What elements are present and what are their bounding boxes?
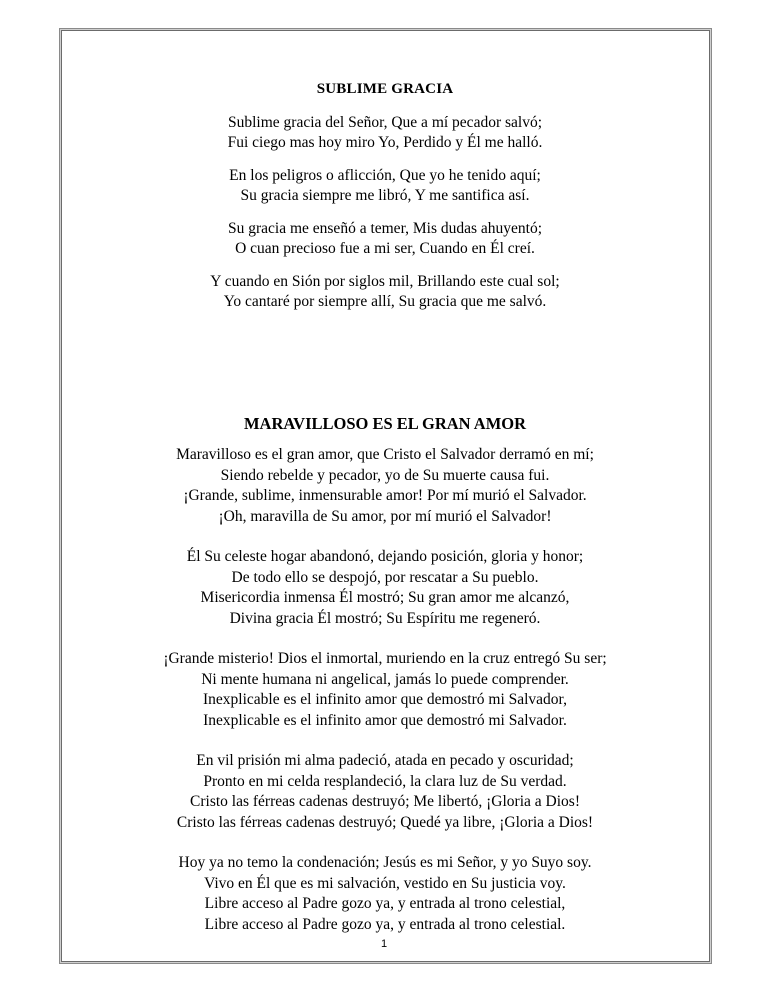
song-title: MARAVILLOSO ES EL GRAN AMOR <box>243 414 527 433</box>
stanza <box>62 272 708 312</box>
lyric-line: Ni mente humana ni angelical, jamás lo puede comprender. <box>201 670 569 688</box>
stanza-list <box>62 113 708 312</box>
lyric-line: Sublime gracia del Señor, Que a mí pecador salvó; <box>227 114 543 131</box>
lyric-line: Inexplicable es el infinito amor que demostró mi Salvador, <box>203 691 567 708</box>
lyric-line: Pronto en mi celda resplandeció, la clara luz de Su verdad. <box>203 772 567 790</box>
lyric-line: O cuan precioso fue a mi ser, Cuando en Él creí. <box>235 240 535 257</box>
song-title: SUBLIME GRACIA <box>316 81 454 97</box>
lyric-line: Fui ciego mas hoy miro Yo, Perdido y Él me halló. <box>227 134 543 151</box>
lyric-line: Misericordia inmensa Él mostró; Su gran amor me alcanzó, <box>200 589 570 606</box>
lyric-line: Libre acceso al Padre gozo ya, y entrada al trono celestial. <box>204 915 566 933</box>
document-body <box>62 80 708 933</box>
lyric-line: Maravilloso es el gran amor, que Cristo el Salvador derramó en mí; <box>176 446 594 463</box>
lyric-line: En vil prisión mi alma padeció, atada en pecado y oscuridad; <box>196 752 574 769</box>
stanza-list <box>62 445 708 935</box>
lyric-line: Su gracia siempre me libró, Y me santifica así. <box>240 187 530 204</box>
lyric-line: ¡Grande, sublime, inmensurable amor! Por mí murió el Salvador. <box>183 487 587 504</box>
lyric-line: ¡Grande misterio! Dios el inmortal, muriendo en la cruz entregó Su ser; <box>163 650 607 667</box>
lyric-line: Cristo las férreas cadenas destruyó; Quedé ya libre, ¡Gloria a Dios! <box>176 813 594 831</box>
lyric-line: ¡Oh, maravilla de Su amor, por mí murió el Salvador! <box>218 507 552 525</box>
lyric-line: Yo cantaré por siempre allí, Su gracia que me salvó. <box>223 293 547 310</box>
stanza <box>62 166 708 206</box>
lyric-line: Divina gracia Él mostró; Su Espíritu me regeneró. <box>229 609 541 627</box>
stanza <box>62 649 708 731</box>
lyric-line: Siendo rebelde y pecador, yo de Su muerte causa fui. <box>220 466 550 484</box>
lyric-line: Su gracia me enseñó a temer, Mis dudas ahuyentó; <box>227 220 543 237</box>
lyric-line: En los peligros o aflicción, Que yo he tenido aquí; <box>229 167 541 184</box>
stanza <box>62 219 708 259</box>
lyric-line: Inexplicable es el infinito amor que demostró mi Salvador. <box>203 711 567 729</box>
lyric-line: Y cuando en Sión por siglos mil, Brillando este cual sol; <box>210 273 560 290</box>
lyric-line: De todo ello se despojó, por rescatar a Su pueblo. <box>231 568 539 586</box>
page-number: 1 <box>380 938 388 950</box>
lyric-line: Él Su celeste hogar abandonó, dejando posición, gloria y honor; <box>186 548 584 565</box>
song-sublime-gracia <box>62 80 708 312</box>
stanza <box>62 853 708 935</box>
lyric-line: Vivo en Él que es mi salvación, vestido en Su justicia voy. <box>204 874 566 892</box>
lyric-line: Hoy ya no temo la condenación; Jesús es mi Señor, y yo Suyo soy. <box>178 854 592 871</box>
lyric-line: Cristo las férreas cadenas destruyó; Me libertó, ¡Gloria a Dios! <box>190 793 580 810</box>
stanza <box>62 113 708 153</box>
stanza <box>62 445 708 527</box>
stanza <box>62 751 708 833</box>
stanza <box>62 547 708 629</box>
song-maravilloso-es-el-gran-amor <box>62 415 708 955</box>
lyric-line: Libre acceso al Padre gozo ya, y entrada al trono celestial, <box>204 895 566 912</box>
